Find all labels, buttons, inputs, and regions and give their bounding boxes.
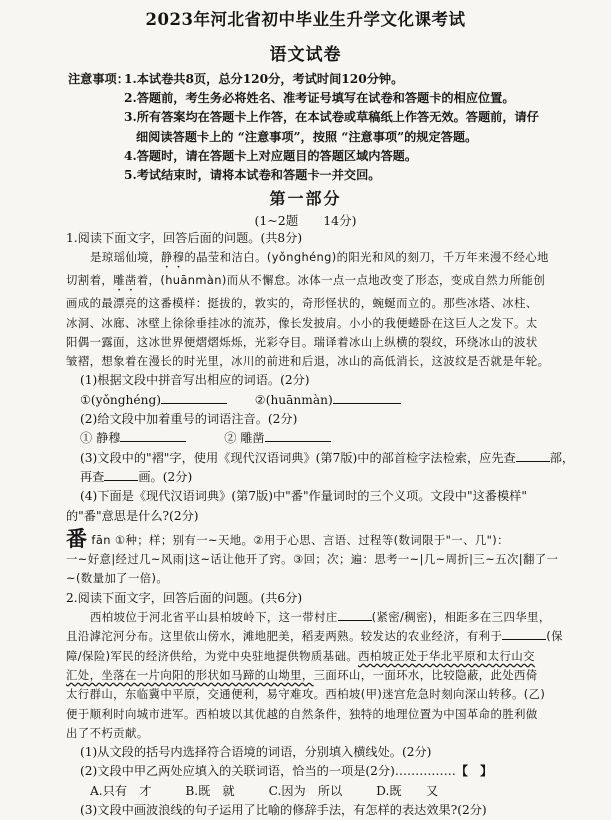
q1-sub2-b-word: 雕凿	[240, 431, 265, 446]
notes-item: 2.答题前，考生务必将姓名、准考证号填写在试卷和答题卡的相应位置。	[124, 91, 515, 106]
q1-sub1-answers	[66, 391, 606, 410]
q1-passage-line: 切割着，雕凿着，(huānmàn)而从不懈怠。冰体一点一点地改变了形态，变成自然力所能创	[66, 273, 546, 288]
q1-passage-line: 皱褶，想象着在漫长的时光里，冰川的前进和后退，冰山的高低消长，这波纹是否就是年轮。	[66, 354, 550, 369]
q2-sub1: (1)从文段的括号内选择符合语境的词语，分别填入横线处。(2分)	[80, 745, 432, 760]
q1-sub1-prompt: (1)根据文段中拼音写出相应的词语。(2分)	[80, 373, 310, 388]
q2-stem: 2.阅读下面文字，回答后面的问题。(共6分)	[66, 590, 303, 605]
notes-item: 5.考试结束时，请将本试卷和答题卡一并交回。	[124, 168, 381, 183]
q1-passage-line: 冰洞、冰廊、冰壁上徐徐垂挂冰的流苏，像长发披肩。小小的我便蜷卧在这巨人之发下。太	[66, 315, 538, 330]
answer-bracket[interactable]: 【 】	[455, 764, 493, 779]
q2-passage-line: 便于顺利时向城市进军。西柏坡以其优越的自然条件，独特的地理位置为中国革命的胜利做	[66, 706, 538, 721]
q2-sub2-prompt: (2)文段中甲乙两处应填入的关联词语，恰当的一项是(2分)	[80, 764, 395, 779]
part-subtitle: (1~2题 14分)	[254, 213, 357, 228]
dictionary-definition-line: 一~好意|经过几~风雨|这~话让他开了窍。③回；次；遍：思考一~|几~周折|三~五次|翻了一	[66, 552, 559, 567]
dot-leader: ……………	[394, 764, 456, 779]
q1-sub2-a-num: ①	[80, 431, 93, 446]
answer-blank[interactable]	[502, 627, 546, 640]
dictionary-entry	[66, 526, 606, 551]
q2-passage-text: (紧密/稠密)，相距多在三四华里，	[371, 610, 551, 625]
answer-blank[interactable]	[333, 391, 401, 404]
q2-passage-line	[66, 647, 606, 666]
q2-passage-line	[66, 608, 606, 627]
notes-label: 注意事项：	[68, 72, 129, 86]
exam-title: 2023年河北省初中毕业生升学文化课考试	[145, 10, 466, 29]
q1-sub2-b-num: ②	[224, 431, 237, 446]
q2-sub3: (3)文段中画波浪线的句子运用了比喻的修辞手法，有怎样的表达效果?(2分)	[80, 803, 487, 818]
notes-item: 3.所有答案均在答题卡上作答，在本试卷或草稿纸上作答无效。答题前，请仔	[124, 110, 539, 125]
q1-sub3-text: 部，	[549, 450, 575, 465]
q2-passage-text: (保	[546, 629, 563, 644]
q1-passage-line: 画成的最漂亮的这番模样：挺拔的，敦实的，奇形怪状的，蜿蜒而立的。那些冰塔、冰柱、	[66, 296, 538, 311]
q1-sub3-text: (3)文段中的"褶"字，使用《现代汉语词典》(第7版)中的部首检字法检索，应先查	[80, 450, 516, 465]
q1-sub3-text: 画。(2分)	[138, 469, 193, 484]
q1-sub3-text: 再查	[80, 469, 105, 484]
dictionary-headword: 番	[66, 526, 88, 551]
dictionary-definition: fān ①种；样；别有一~天地。②用于心思、言语、过程等(数词限于"一、几")：	[87, 532, 509, 547]
q1-sub1-a-label: ①(yǒnghéng)	[80, 392, 162, 407]
subject-title: 语文试卷	[269, 45, 342, 65]
q1-sub4-line: (4)下面是《现代汉语词典》(第7版)中"番"作量词时的三个义项。文段中"这番模样"	[80, 489, 527, 504]
q2-wavy-sentence: 汇处，坐落在一片向阳的形状如马蹄的山坳里，	[66, 667, 314, 682]
q2-passage-line	[66, 666, 606, 685]
q2-wavy-sentence: 西柏坡正处于华北平原和太行山交	[358, 648, 535, 663]
q2-passage-line: 出了不朽贡献。	[66, 725, 149, 740]
q2-passage-text: 且沿滹沱河分布。这里依山傍水，滩地肥美，稻麦两熟。较发达的农业经济，有利于	[66, 629, 503, 644]
q1-sub2-prompt: (2)给文段中加着重号的词语注音。(2分)	[80, 412, 298, 427]
answer-blank[interactable]	[120, 429, 186, 442]
part-title: 第一部分	[269, 189, 342, 208]
q2-passage-text: 障/保险)军民的经济供给，为党中央驻地提供物质基础。	[66, 648, 359, 663]
q1-stem: 1.阅读下面文字，回答后面的问题。(共8分)	[66, 231, 303, 245]
question-body	[66, 229, 606, 820]
q1-passage-line: 阳偶一露面，这冰世界便熠熠烁烁，光彩夺目。瑞译着冰山上纵横的裂纹，环绕冰山的波状	[66, 334, 538, 349]
q1-sub3	[66, 449, 606, 468]
option-a[interactable]: A.只有 才	[90, 783, 152, 798]
q2-options	[66, 782, 606, 801]
answer-blank[interactable]	[338, 608, 372, 621]
q1-sub2-a-word: 静穆	[96, 431, 121, 446]
answer-blank[interactable]	[265, 429, 331, 442]
dictionary-definition-line: ~(数量加了一倍)。	[66, 571, 169, 586]
q1-sub2-answers	[66, 429, 606, 448]
q2-passage-text: 西柏坡位于河北省平山县柏坡岭下，这一带村庄	[90, 610, 338, 625]
q1-passage-line: 是琼瑶仙境，静穆的晶莹和洁白。(yǒnghéng)的阳光和风的刻刀，千万年来漫不经心地	[90, 250, 549, 265]
q2-passage-line	[66, 627, 606, 646]
q1-sub1-b-label: ②(huānmàn)	[254, 392, 333, 407]
notes-item: 1.本试卷共8页，总分120分，考试时间120分钟。	[124, 72, 404, 86]
q2-passage-line: 太行群山，东临冀中平原，交通便利，易守难攻。西柏坡(甲)迷宫危急时刻向深山转移。(乙)	[66, 687, 546, 702]
q2-passage-text: 三面环山，一面环水，比较隐蔽，此处西倚	[313, 667, 538, 682]
answer-blank[interactable]	[161, 391, 227, 404]
answer-blank[interactable]	[104, 468, 138, 481]
notes-list	[124, 70, 594, 185]
q2-sub2	[66, 762, 606, 781]
q1-sub3-cont	[66, 468, 606, 487]
option-c[interactable]: C.因为 所以	[268, 783, 343, 798]
option-d[interactable]: D.既 又	[376, 783, 439, 798]
q1-sub4-line: 的"番"意思是什么?(2分)	[66, 508, 199, 523]
option-b[interactable]: B.既 就	[185, 783, 235, 798]
notes-item-continued: 细阅读答题卡上的 “注意事项”，按照 “注意事项”的规定答题。	[136, 129, 478, 144]
answer-blank[interactable]	[516, 449, 550, 462]
notes-item: 4.答题时，请在答题卡上对应题目的答题区域内答题。	[124, 148, 418, 163]
